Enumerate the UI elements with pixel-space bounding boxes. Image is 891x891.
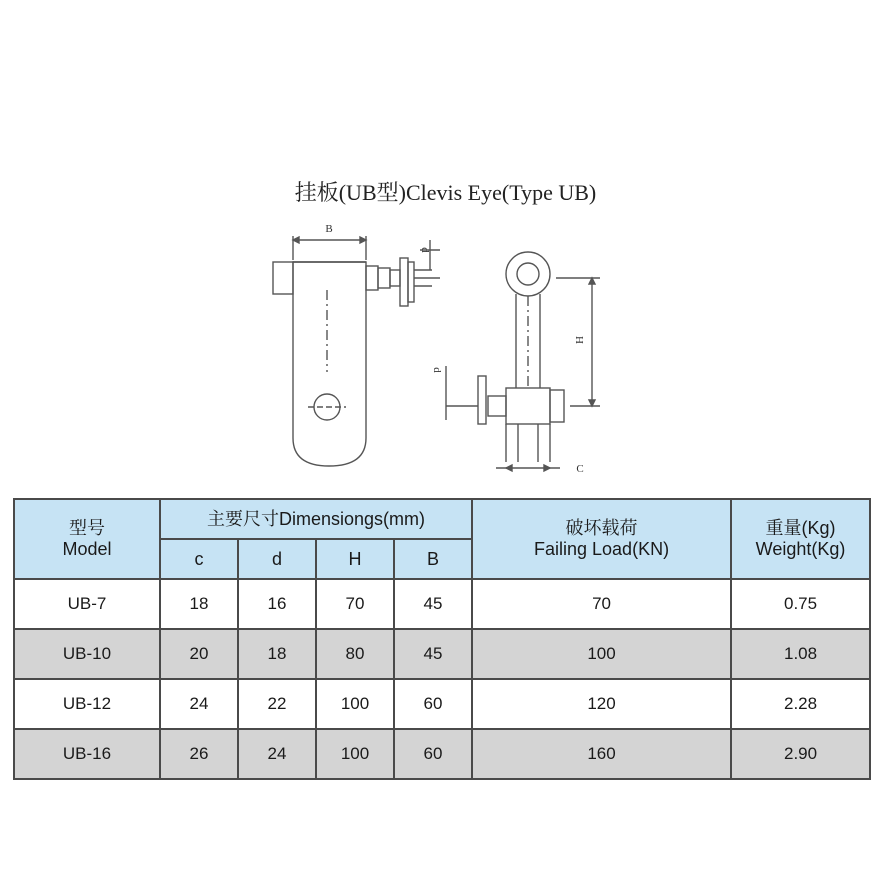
table-row <box>14 679 870 729</box>
header-weight-en: Weight(Kg) <box>755 539 846 559</box>
dim-label-d-top: d <box>419 247 431 253</box>
cell-model: UB-12 <box>14 679 160 729</box>
table-row <box>14 729 870 779</box>
cell-c: 20 <box>160 629 238 679</box>
cell-model: UB-10 <box>14 629 160 679</box>
cell-H: 70 <box>316 579 394 629</box>
page-title: 挂板(UB型)Clevis Eye(Type UB) <box>294 180 597 205</box>
cell-B: 60 <box>394 729 472 779</box>
cell-weight: 2.28 <box>731 679 870 729</box>
header-weight-cn: 重量(Kg) <box>765 518 836 538</box>
cell-model: UB-16 <box>14 729 160 779</box>
cell-weight: 0.75 <box>731 579 870 629</box>
table-row <box>14 579 870 629</box>
cell-d: 24 <box>238 729 316 779</box>
cell-d: 22 <box>238 679 316 729</box>
bolt-head-left <box>273 262 293 294</box>
cell-H: 100 <box>316 679 394 729</box>
header-H: H <box>316 539 394 579</box>
cell-c: 26 <box>160 729 238 779</box>
table-header-row <box>14 499 870 539</box>
header-B: B <box>394 539 472 579</box>
table-row <box>14 629 870 679</box>
cell-load: 100 <box>472 629 731 679</box>
cell-d: 16 <box>238 579 316 629</box>
header-failing-load <box>472 499 731 579</box>
header-c: c <box>160 539 238 579</box>
header-failing-cn: 破坏载荷 <box>565 518 638 538</box>
cell-B: 45 <box>394 629 472 679</box>
spec-table <box>13 498 871 780</box>
eye-inner <box>517 263 539 285</box>
cell-B: 60 <box>394 679 472 729</box>
cell-weight: 1.08 <box>731 629 870 679</box>
header-model-cn: 型号 <box>69 518 105 538</box>
cell-d: 18 <box>238 629 316 679</box>
side-view <box>446 252 600 471</box>
cell-weight: 2.90 <box>731 729 870 779</box>
header-dimensions: 主要尺寸Dimensiongs(mm) <box>160 499 472 539</box>
dim-label-B: B <box>325 223 333 235</box>
cell-H: 80 <box>316 629 394 679</box>
cell-H: 100 <box>316 729 394 779</box>
cell-load: 160 <box>472 729 731 779</box>
cell-c: 24 <box>160 679 238 729</box>
cell-c: 18 <box>160 579 238 629</box>
cell-B: 45 <box>394 579 472 629</box>
plate-outline <box>293 262 366 466</box>
header-model-en: Model <box>62 539 112 559</box>
header-weight <box>731 499 870 579</box>
dim-label-d-side: d <box>431 367 443 373</box>
cell-load: 70 <box>472 579 731 629</box>
header-failing-en: Failing Load(KN) <box>534 539 670 559</box>
eye-outer <box>506 252 550 296</box>
header-d: d <box>238 539 316 579</box>
front-view <box>273 236 440 466</box>
cell-model: UB-7 <box>14 579 160 629</box>
header-model <box>14 499 160 579</box>
dim-label-H: H <box>573 336 585 344</box>
cell-load: 120 <box>472 679 731 729</box>
dim-label-C: C <box>576 463 584 475</box>
